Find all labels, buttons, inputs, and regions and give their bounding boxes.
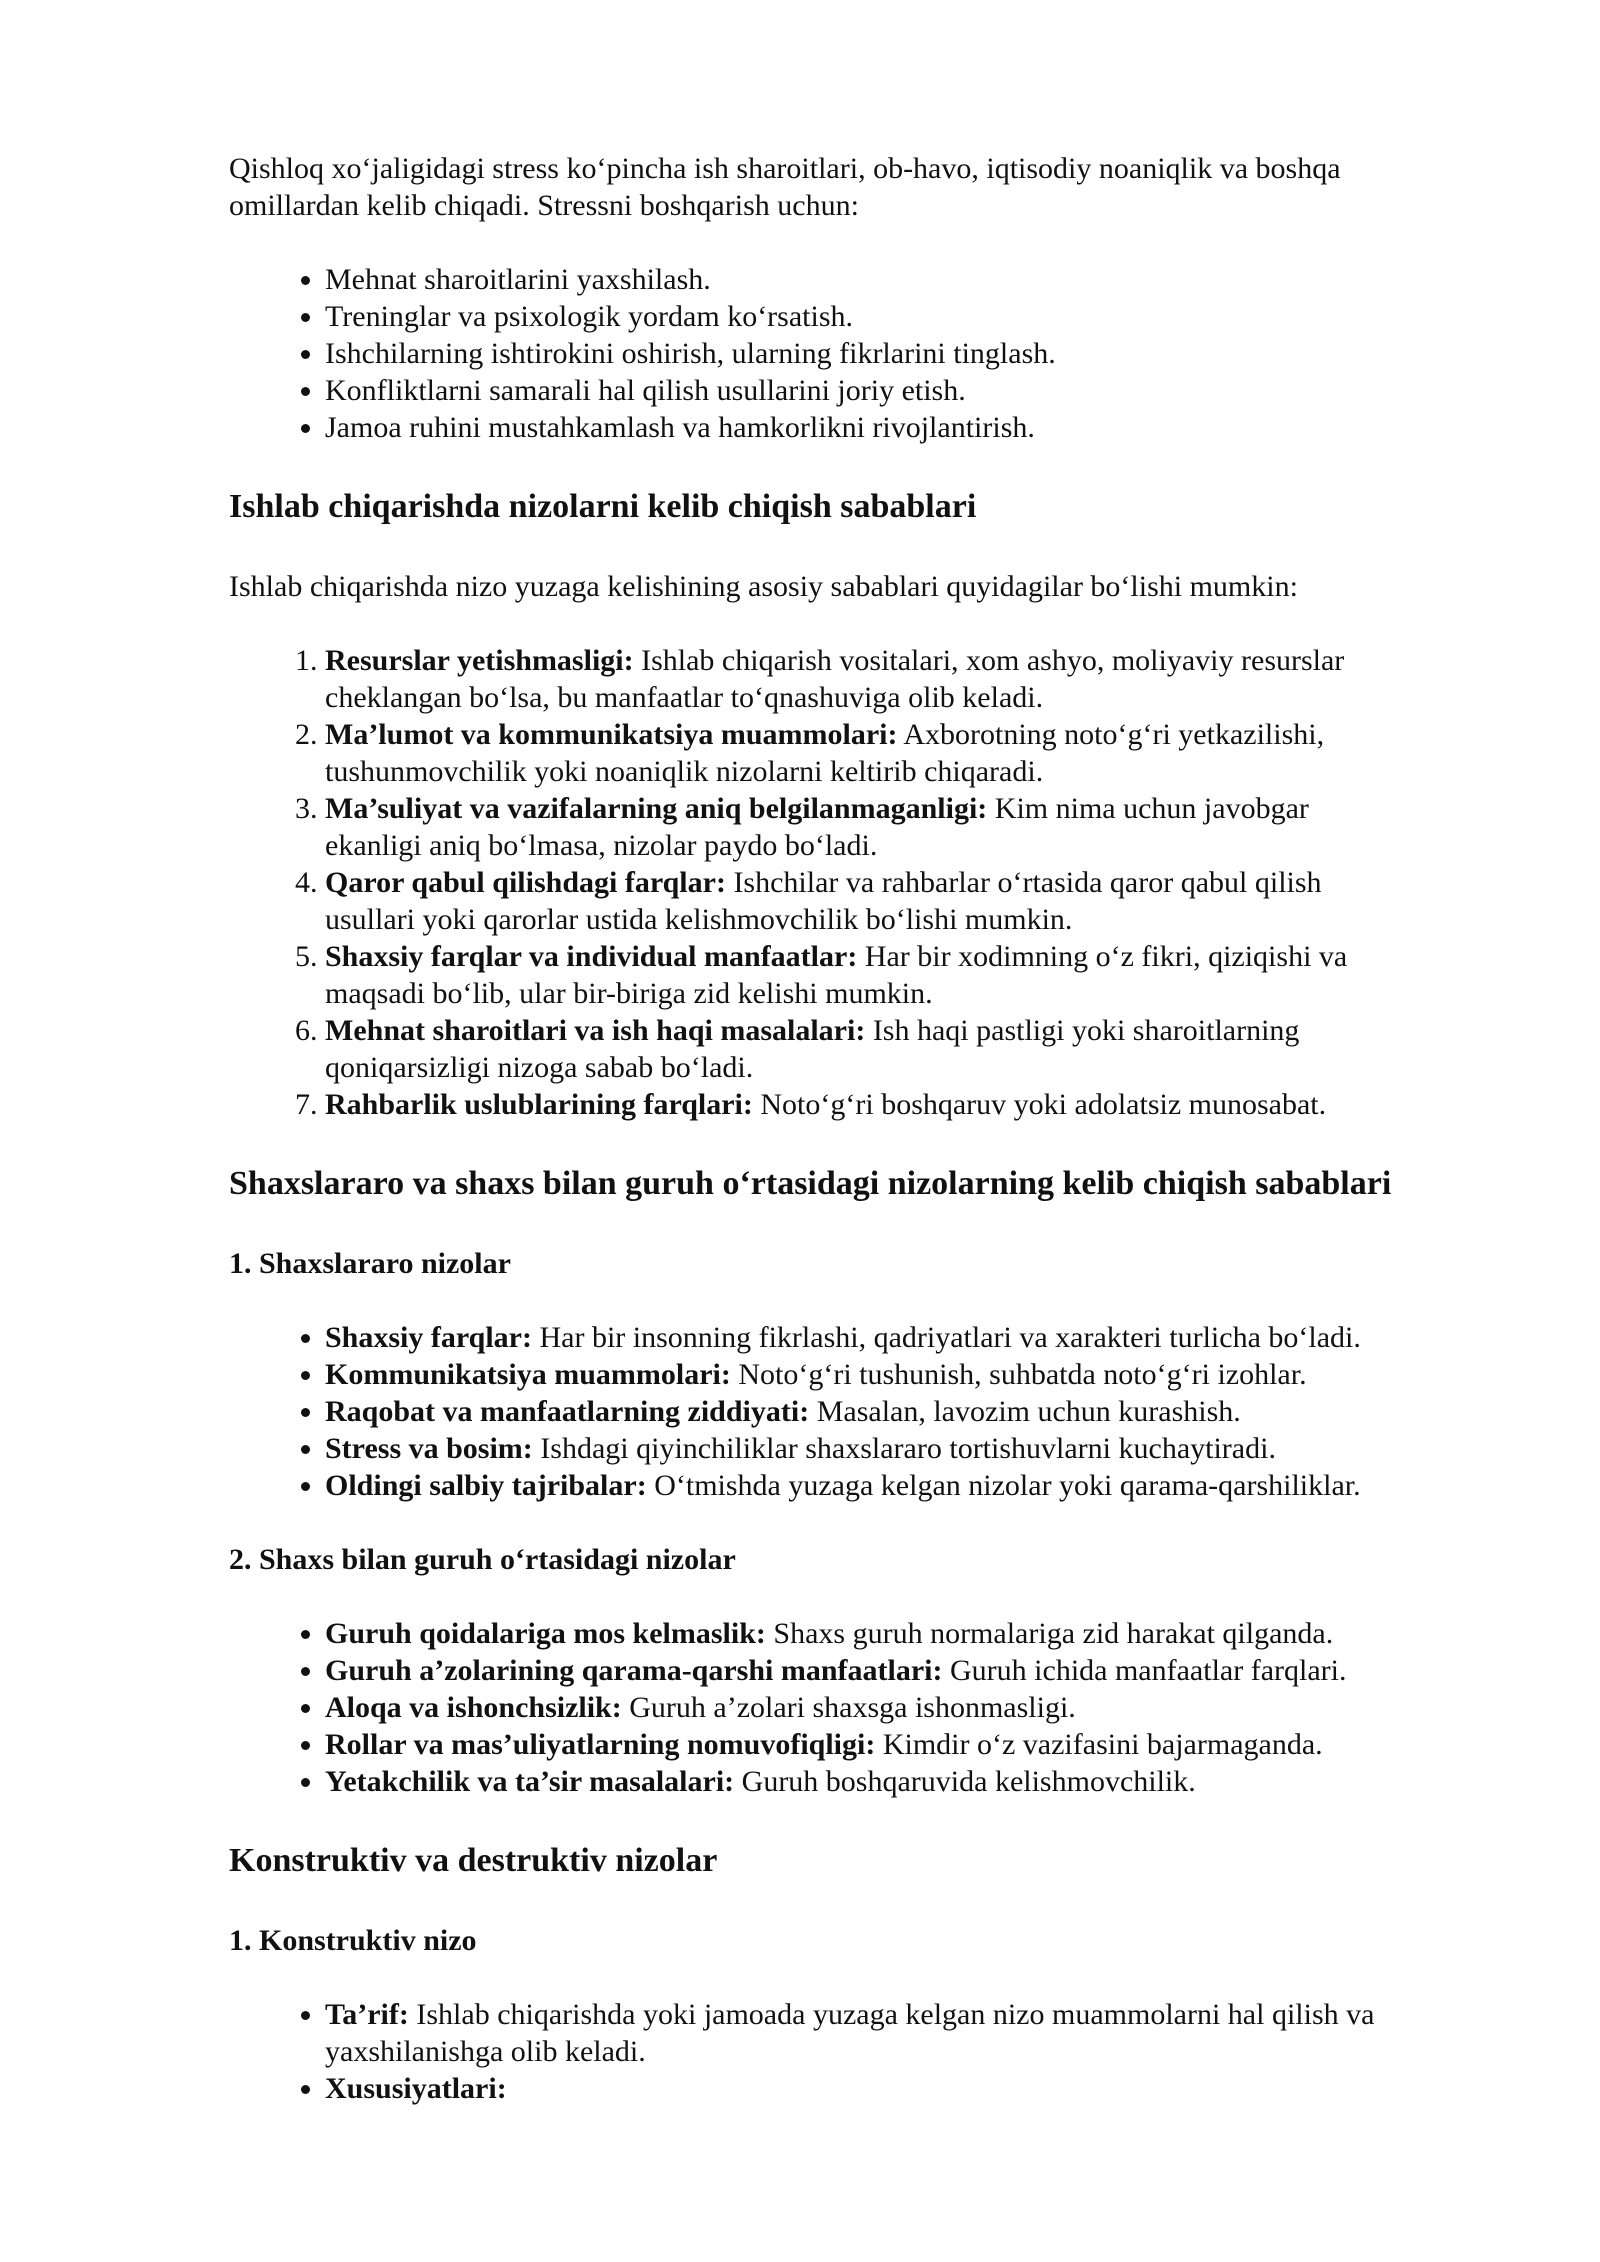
item-text-cont: cheklangan bo‘lsa, bu manfaatlar to‘qnashuviga olib keladi. (325, 681, 1044, 714)
list-item (325, 1689, 1529, 1726)
list-item: • Treninglar va psixologik yordam ko‘rsatish. (325, 298, 1529, 335)
item-term: Xususiyatlari: (325, 2072, 507, 2105)
list-item (325, 864, 1529, 938)
item-text: Kim nima uchun javobgar (987, 792, 1309, 825)
item-term: Shaxsiy farqlar: (325, 1321, 532, 1354)
item-term: Mehnat sharoitlari va ish haqi masalalari: (325, 1014, 866, 1047)
list-item (325, 642, 1529, 716)
person-group-bullet-list (229, 1615, 1529, 1800)
item-text: Har bir insonning fikrlashi, qadriyatlari va xarakteri turlicha bo‘ladi. (531, 1321, 1361, 1354)
item-text: Ishlab chiqarish vositalari, xom ashyo, moliyaviy resurslar (633, 644, 1345, 677)
section-intro: Ishlab chiqarishda nizo yuzaga kelishining asosiy sabablari quyidagilar bo‘lishi mumkin: (229, 570, 1298, 603)
list-item (325, 1393, 1529, 1430)
list-item (325, 1319, 1529, 1356)
item-text: Shaxs guruh normalariga zid harakat qilganda. (765, 1617, 1334, 1650)
item-text: Axborotning noto‘g‘ri yetkazilishi, (897, 718, 1325, 751)
item-text: Guruh a’zolari shaxsga ishonmasligi. (621, 1691, 1076, 1724)
item-term: Aloqa va ishonchsizlik: (325, 1691, 622, 1724)
item-text: Ishchilar va rahbarlar o‘rtasida qaror qabul qilish (725, 866, 1322, 899)
list-item (325, 1430, 1529, 1467)
list-item: • Ishchilarning ishtirokini oshirish, ularning fikrlarini tinglash. (325, 335, 1529, 372)
item-term: Ta’rif: (325, 1998, 409, 2031)
item-text: Masalan, lavozim uchun kurashish. (809, 1395, 1241, 1428)
item-text-cont: yaxshilanishga olib keladi. (325, 2035, 646, 2068)
item-term: Shaxsiy farqlar va individual manfaatlar: (325, 940, 858, 973)
list-item: • Mehnat sharoitlarini yaxshilash. (325, 261, 1529, 298)
item-term: Rollar va mas’uliyatlarning nomuvofiqligi: (325, 1728, 876, 1761)
list-item (325, 1467, 1529, 1504)
item-term: Qaror qabul qilishdagi farqlar: (325, 866, 726, 899)
list-item (325, 1615, 1529, 1652)
item-term: Raqobat va manfaatlarning ziddiyati: (325, 1395, 810, 1428)
list-item (325, 1652, 1529, 1689)
item-text: Noto‘g‘ri boshqaruv yoki adolatsiz munosabat. (752, 1088, 1327, 1121)
interpersonal-bullet-list (229, 1319, 1529, 1504)
item-term: Kommunikatsiya muammolari: (325, 1358, 731, 1391)
item-text-cont: maqsadi bo‘lib, ular bir-biriga zid kelishi mumkin. (325, 977, 933, 1010)
intro-line-1: Qishloq xo‘jaligidagi stress ko‘pincha ish sharoitlari, ob-havo, iqtisodiy noaniqlik va boshqa (229, 152, 1341, 185)
intro-paragraph (229, 150, 1529, 224)
constructive-bullet-list (229, 1996, 1529, 2107)
section-heading-constructive: Konstruktiv va destruktiv nizolar (229, 1842, 718, 1879)
causes-numbered-list (229, 642, 1529, 1123)
subheading-interpersonal: 1. Shaxslararo nizolar (229, 1247, 511, 1280)
item-text: Ishlab chiqarishda yoki jamoada yuzaga kelgan nizo muammolarni hal qilish va (408, 1998, 1375, 2031)
item-text: Guruh ichida manfaatlar farqlari. (942, 1654, 1347, 1687)
item-text: Noto‘g‘ri tushunish, suhbatda noto‘g‘ri izohlar. (730, 1358, 1307, 1391)
item-text-cont: qoniqarsizligi nizoga sabab bo‘ladi. (325, 1051, 754, 1084)
item-term: Yetakchilik va ta’sir masalalari: (325, 1765, 735, 1798)
item-text: Guruh boshqaruvida kelishmovchilik. (734, 1765, 1196, 1798)
list-item (325, 1356, 1529, 1393)
intro-line-2: omillardan kelib chiqadi. Stressni boshqarish uchun: (229, 189, 859, 222)
item-term: Oldingi salbiy tajribalar: (325, 1469, 647, 1502)
item-term: Resurslar yetishmasligi: (325, 644, 634, 677)
list-item (325, 1996, 1529, 2070)
list-item (325, 716, 1529, 790)
subheading-person-group: 2. Shaxs bilan guruh o‘rtasidagi nizolar (229, 1543, 736, 1576)
subheading-constructive: 1. Konstruktiv nizo (229, 1924, 477, 1957)
list-item (325, 1726, 1529, 1763)
item-term: Rahbarlik uslublarining farqlari: (325, 1088, 753, 1121)
list-item: • Konfliktlarni samarali hal qilish usullarini joriy etish. (325, 372, 1529, 409)
item-term: Guruh a’zolarining qarama-qarshi manfaatlari: (325, 1654, 943, 1687)
item-text-cont: usullari yoki qarorlar ustida kelishmovchilik bo‘lishi mumkin. (325, 903, 1073, 936)
list-item (325, 938, 1529, 1012)
stress-bullet-list (229, 261, 1529, 446)
item-term: Ma’lumot va kommunikatsiya muammolari: (325, 718, 898, 751)
item-text: O‘tmishda yuzaga kelgan nizolar yoki qarama-qarshiliklar. (646, 1469, 1361, 1502)
list-item (325, 1086, 1529, 1123)
item-term: Guruh qoidalariga mos kelmaslik: (325, 1617, 766, 1650)
item-text: Ishdagi qiyinchiliklar shaxslararo tortishuvlarni kuchaytiradi. (532, 1432, 1276, 1465)
item-text: Ish haqi pastligi yoki sharoitlarning (865, 1014, 1300, 1047)
item-term: Stress va bosim: (325, 1432, 533, 1465)
item-term: Ma’suliyat va vazifalarning aniq belgilanmaganligi: (325, 792, 988, 825)
list-item (325, 2070, 1529, 2107)
section-heading-interpersonal: Shaxslararo va shaxs bilan guruh o‘rtasidagi nizolarning kelib chiqish sabablari (229, 1165, 1392, 1202)
list-item: • Jamoa ruhini mustahkamlash va hamkorlikni rivojlantirish. (325, 409, 1529, 446)
list-item (325, 1763, 1529, 1800)
list-item (325, 1012, 1529, 1086)
list-item (325, 790, 1529, 864)
item-text: Kimdir o‘z vazifasini bajarmaganda. (875, 1728, 1323, 1761)
item-text-cont: ekanligi aniq bo‘lmasa, nizolar paydo bo‘ladi. (325, 829, 878, 862)
document-page (229, 150, 1529, 2107)
item-text-cont: tushunmovchilik yoki noaniqlik nizolarni keltirib chiqaradi. (325, 755, 1044, 788)
item-text: Har bir xodimning o‘z fikri, qiziqishi va (857, 940, 1348, 973)
section-heading-causes: Ishlab chiqarishda nizolarni kelib chiqish sabablari (229, 488, 977, 525)
